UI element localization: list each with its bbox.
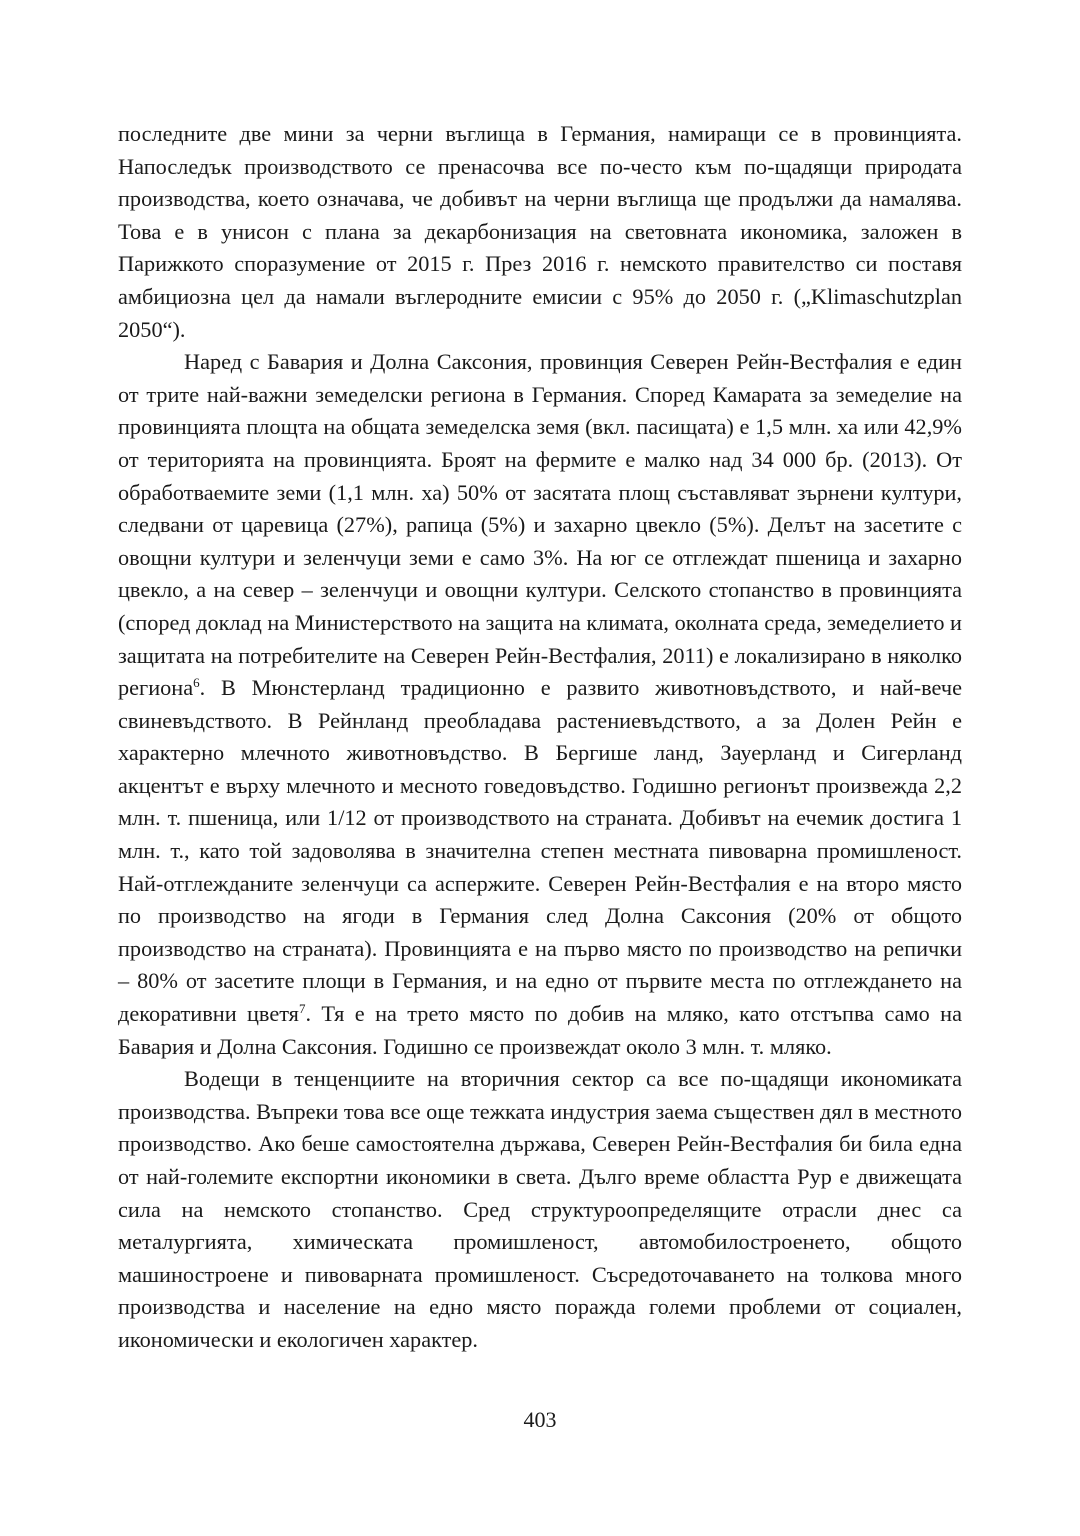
agriculture-text-part-1: Наред с Бавария и Долна Саксония, провинция Северен Рейн-Вестфалия е един от трите най-важни земеделски региона в Германия. Според Камарата за земеделие на провинцията площта на общата земеделска земя (вкл. пасищата) е 1,5 млн. ха или 42,9% от територията на провинцията. Броят на фермите е малко над 34 000 бр. (2013). От обработваемите земи (1,1 млн. ха) 50% от засятата площ съставляват зърнени култури, следвани от царевица (27%), рапица (5%) и захарно цвекло (5%). Делът на засетите с овощни култури и зеленчуци земи е само 3%. На юг се отглеждат пшеница и захарно цвекло, а на север – зеленчуци и овощни култури. Селското стопанство в провинцията (според доклад на Министерството на защита на климата, околната среда, земеделието и защитата на потребителите на Северен Рейн-Вестфалия, 2011) е локализирано в няколко региона: [118, 349, 962, 701]
agriculture-text-part-2: . В Мюнстерланд традиционно е развито животновъдството, и най-вече свиневъдството. В Рейнланд преобладава растениевъдството, а за Долен Рейн е характерно млечното животновъдство. В Бергише ланд, Зауерланд и Сигерланд акцентът е върху млечното и месното говедовъдство. Годишно регионът произвежда 2,2 млн. т. пшеница, или 1/12 от производството на страната. Добивът на ечемик достига 1 млн. т., като той задоволява в значителна степен местната пивоварна промишленост. Най-отглежданите зеленчуци са аспержите. Северен Рейн-Вестфалия е на второ място по производство на ягоди в Германия след Долна Саксония (20% от общото производство на страната). Провинцията е на първо място по производство на репички – 80% от засетите площи в Германия, и на едно от първите места по отглеждането на декоративни цветя: [118, 675, 962, 1027]
page-number: 403: [523, 1407, 557, 1432]
agriculture-text-part-3: . Тя е на трето място по добив на мляко, като отстъпва само на Бавария и Долна Саксония. Годишно се произвеждат около 3 млн. т. мляко.: [118, 1001, 962, 1059]
paragraph-coal-mining: последните две мини за черни въглища в Германия, намиращи се в провинцията. Напоследък производството се пренасочва все по-често към по-щадящи природата производства, което означава, че добивът на черни въглища ще продължи да намалява. Това е в унисон с плана за декарбонизация на световната икономика, заложен в Парижкото споразумение от 2015 г. През 2016 г. немското правителство си поставя амбициозна цел да намали въглеродните емисии с 95% до 2050 г. („Klimaschutzplan 2050“).: [118, 121, 962, 342]
paragraph-agriculture: [118, 346, 962, 1063]
paragraph-industry: Водещи в тенценциите на вторичния сектор са все по-щадящи икономиката производства. Въпреки това все още тежката индустрия заема съществен дял в местното производство. Ако беше самостоятелна държава, Северен Рейн-Вестфалия би била една от най-големите експортни икономики в света. Дълго време областта Рур е движещата сила на немското стопанство. Сред структуроопределящите отрасли днес са металургията, химическата промишленост, автомобилостроенето, общото машиностроене и пивоварната промишленост. Съсредоточаването на толкова много производства и население на едно място поражда големи проблеми от социален, икономически и екологичен характер.: [118, 1066, 962, 1352]
footnote-ref-7: 7: [298, 1001, 306, 1017]
body-text: [118, 118, 962, 1357]
footnote-ref-6: 6: [193, 675, 200, 691]
